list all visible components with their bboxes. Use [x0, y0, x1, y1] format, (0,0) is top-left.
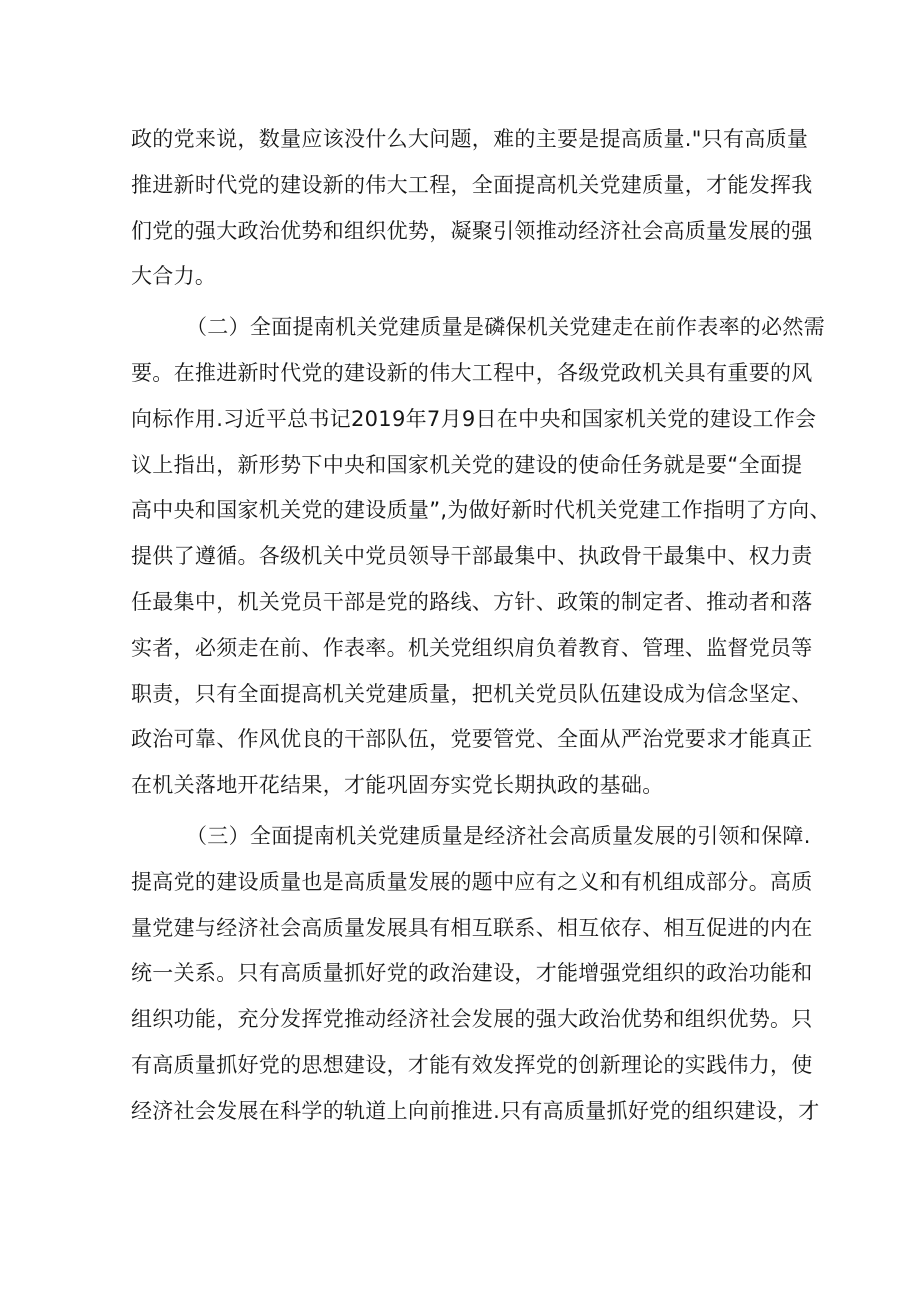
- document-body: [131, 117, 831, 1135]
- section-heading-line: （二）全面提南机关党建质量是磷保机关党建走在前作表率的必然需: [186, 315, 825, 340]
- paragraph-3: [131, 814, 820, 1135]
- text-line: 统一关系。只有高质量抓好党的政治建设，才能增强党组织的政治功能和: [131, 961, 813, 986]
- text-line: 们党的强大政治优势和组织优势，凝聚引领推动经济社会高质量发展的强: [131, 218, 813, 243]
- text-line: 经济社会发展在科学的轨道上向前推进.只有高质量抓好党的组织建设，才: [131, 1098, 820, 1123]
- section-heading-line: （三）全面提南机关党建质量是经济社会高质量发展的引领和保障.: [186, 823, 811, 848]
- text-line: 政治可靠、作风优良的干部队伍，党要管党、全面从严治党要求才能真正: [131, 727, 813, 752]
- text-line: 提供了遵循。各级机关中党员领导干部最集中、执政骨干最集中、权力责: [131, 544, 813, 569]
- text-line: 推进新时代党的建设新的伟大工程，全面提高机关党建质量，才能发挥我: [131, 172, 813, 197]
- text-line: 实者，必须走在前、作表率。机关党组织肩负着教育、管理、监督党员等: [131, 635, 813, 660]
- text-line: 高中央和国家机关党的建设质量”,为做好新时代机关党建工作指明了方向、: [131, 498, 831, 523]
- text-line: 有高质量抓好党的思想建设，才能有效发挥党的创新理论的实践伟力，使: [131, 1052, 813, 1077]
- text-line: 要。在推进新时代党的建设新的伟大工程中，各级党政机关具有重要的风: [131, 360, 813, 385]
- text-line: 量党建与经济社会高质量发展具有相互联系、相互依存、相互促进的内在: [131, 915, 813, 940]
- text-line: 职责，只有全面提高机关党建质量，把机关党员队伍建设成为信念坚定、: [131, 681, 813, 706]
- text-line: 向标作用.习近平总书记2019年7月9日在中央和国家机关党的建设工作会: [131, 406, 817, 431]
- paragraph-2: [131, 305, 831, 809]
- text-line: 政的党来说，数量应该没什么大问题，难的主要是提高质量."只有高质量: [131, 127, 809, 151]
- text-line: 议上指出，新形势下中央和国家机关党的建设的使命任务就是要“全面提: [131, 452, 803, 477]
- text-line: 任最集中，机关党员干部是党的路线、方针、政策的制定者、推动者和落: [131, 589, 813, 614]
- paragraph-1: [131, 117, 813, 300]
- text-line: 提高党的建设质量也是高质量发展的题中应有之义和有机组成部分。高质: [131, 869, 813, 894]
- text-line: 大合力。: [131, 264, 217, 289]
- text-line: 在机关落地开花结果，才能巩固夯实党长期执政的基础。: [131, 773, 664, 798]
- text-line: 组织功能，充分发挥党推动经济社会发展的强大政治优势和组织优势。只: [131, 1007, 813, 1032]
